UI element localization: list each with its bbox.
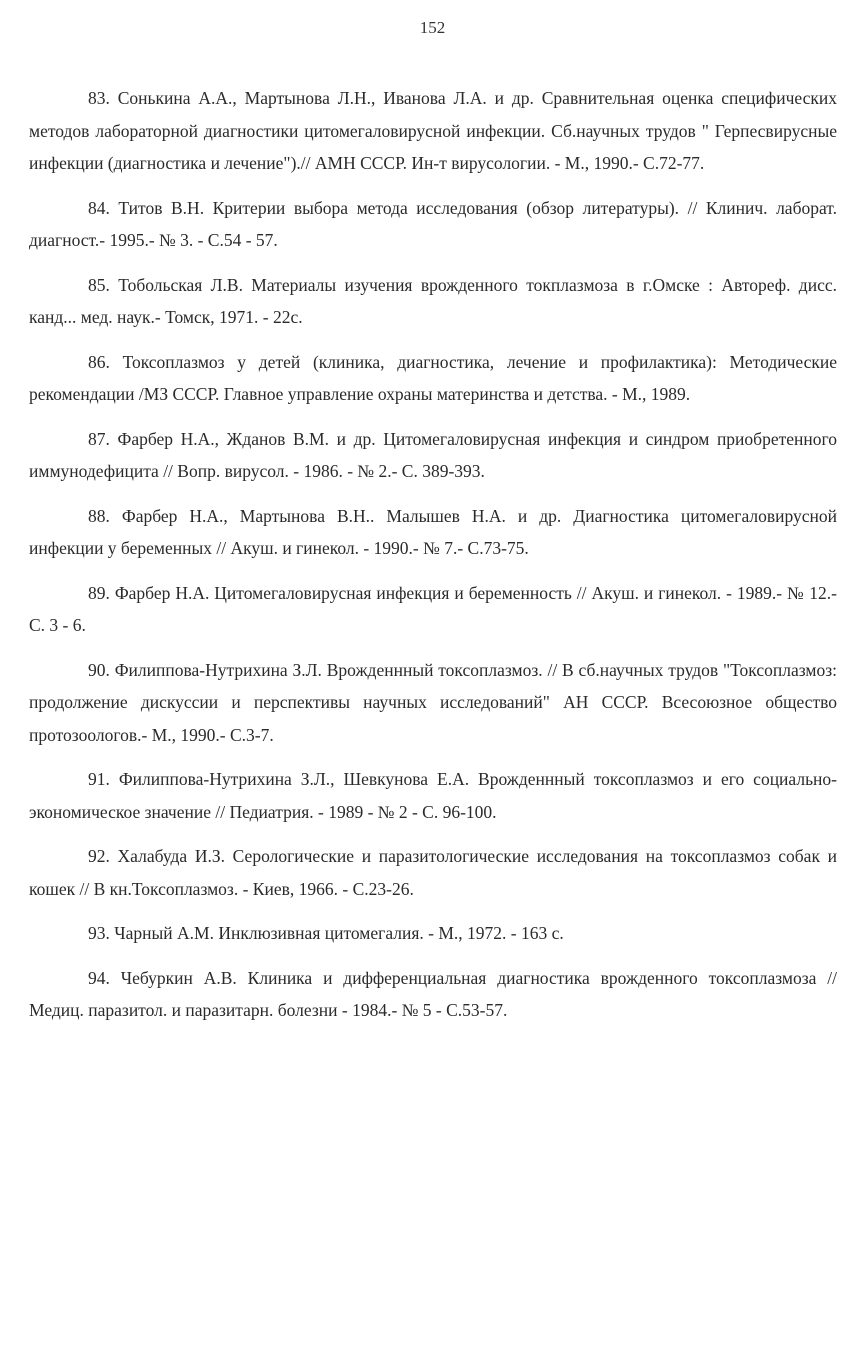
reference-89: 89. Фарбер Н.А. Цитомегаловирусная инфекция и беременность // Акуш. и гинекол. - 1989.- № 12.- С. 3 - 6. (29, 582, 837, 635)
reference-94: 94. Чебуркин А.В. Клиника и дифференциальная диагностика врожденного токсоплазмоза // Медиц. паразитол. и паразитарн. болезни - 1984.- № 5 - С.53-57. (29, 967, 837, 1020)
reference-93: 93. Чарный А.М. Инклюзивная цитомегалия. - М., 1972. - 163 с. (88, 923, 564, 943)
reference-85: 85. Тобольская Л.В. Материалы изучения врожденного токплазмоза в г.Омске : Автореф. дисс. канд... мед. наук.- Томск, 1971. - 22с. (29, 274, 837, 327)
page-number: 152 (419, 18, 446, 37)
reference-87: 87. Фарбер Н.А., Жданов В.М. и др. Цитомегаловирусная инфекция и синдром приобретенного иммунодефицита // Вопр. вирусол. - 1986. - № 2.- С. 389-393. (29, 428, 837, 481)
reference-91: 91. Филиппова-Нутрихина З.Л., Шевкунова Е.А. Врожденнный токсоплазмоз и его социально-экономическое значение // Педиатрия. - 1989 - № 2 - С. 96-100. (29, 769, 837, 822)
reference-84: 84. Титов В.Н. Критерии выбора метода исследования (обзор литературы). // Клинич. лаборат. диагност.- 1995.- № 3. - С.54 - 57. (29, 197, 837, 250)
reference-83: 83. Сонькина А.А., Мартынова Л.Н., Иванова Л.А. и др. Сравнительная оценка специфических методов лабораторной диагностики цитомегаловирусной инфекции. Сб.научных трудов " Герпесвирусные инфекции (диагностика и лечение").// АМН СССР. Ин-т вирусологии. - М., 1990.- С.72-77. (29, 88, 837, 173)
reference-88: 88. Фарбер Н.А., Мартынова В.Н.. Малышев Н.А. и др. Диагностика цитомегаловирусной инфекции у беременных // Акуш. и гинекол. - 1990.- № 7.- С.73-75. (29, 505, 837, 558)
reference-90: 90. Филиппова-Нутрихина З.Л. Врожденнный токсоплазмоз. // В сб.научных трудов "Токсоплазмоз: продолжение дискуссии и перспективы научных исследований" АН СССР. Всесоюзное общество протозоологов.- М., 1990.- С.3-7. (29, 659, 837, 745)
reference-list (29, 82, 837, 1039)
reference-86: 86. Токсоплазмоз у детей (клиника, диагностика, лечение и профилактика): Методические рекомендации /МЗ СССР. Главное управление охраны материнства и детства. - М., 1989. (29, 351, 837, 404)
reference-92: 92. Халабуда И.З. Серологические и паразитологические исследования на токсоплазмоз собак и кошек // В кн.Токсоплазмоз. - Киев, 1966. - С.23-26. (29, 846, 837, 899)
